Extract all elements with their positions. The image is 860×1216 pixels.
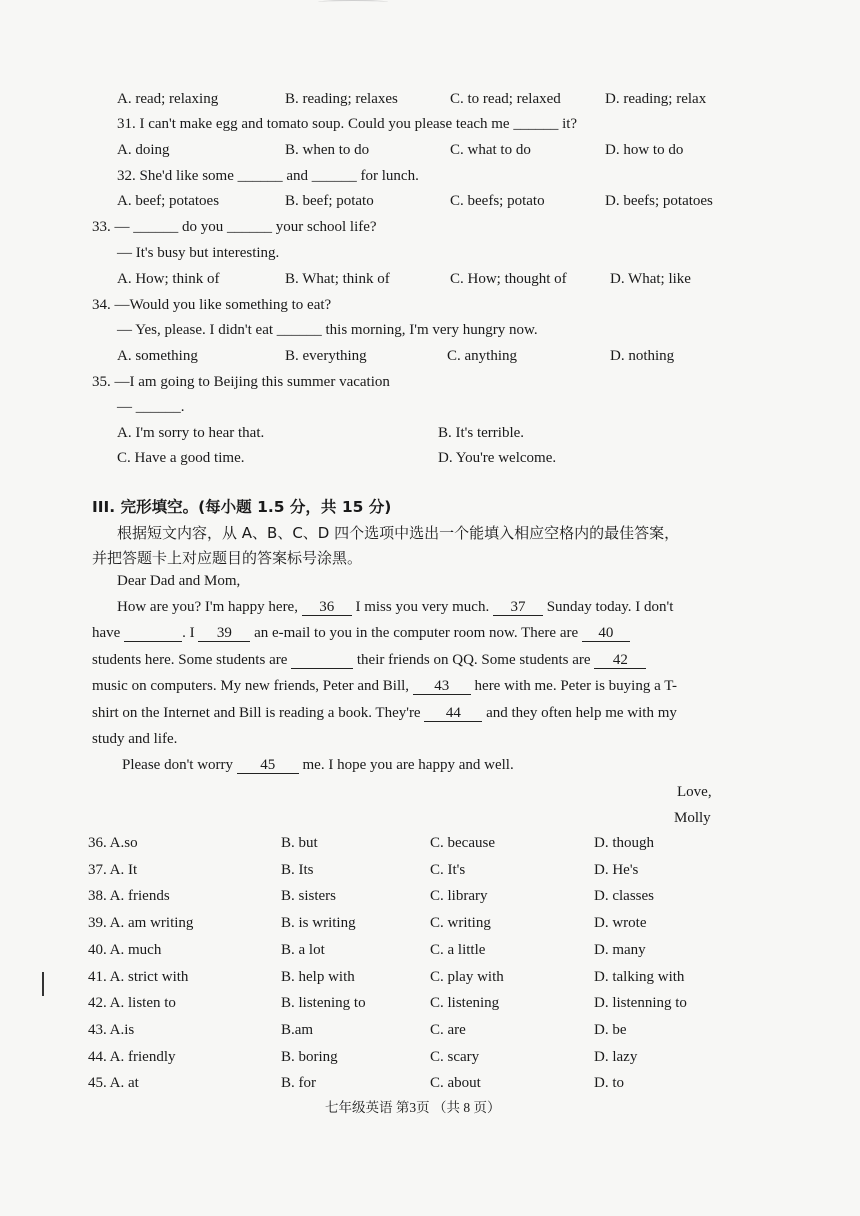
margin-mark — [42, 972, 44, 996]
prev-option-d: D. reading; relax — [605, 91, 707, 107]
cloze-38-option-d: D. classes — [594, 888, 654, 904]
question-35-option-c: C. Have a good time. — [117, 450, 245, 466]
cloze-41-option-d: D. talking with — [594, 969, 685, 985]
question-32-stem: 32. She'd like some ______ and ______ for lunch. — [117, 168, 419, 184]
letter-line-4: music on computers. My new friends, Peter and Bill, 43 here with me. Peter is buying a T- — [92, 678, 677, 694]
cloze-44-option-c: C. scary — [430, 1049, 480, 1065]
cloze-45-option-d: D. to — [594, 1075, 624, 1091]
blank-43: 43 — [413, 679, 471, 695]
letter-line-7: Please don't worry 45 me. I hope you are happy and well. — [122, 757, 514, 773]
cloze-45-option-c: C. about — [430, 1075, 481, 1091]
letter-line-5: shirt on the Internet and Bill is reading a book. They're 44 and they often help me with my — [92, 705, 677, 721]
question-31-option-c: C. what to do — [450, 142, 531, 158]
blank-39: 39 — [198, 626, 250, 642]
cloze-42-option-d: D. listenning to — [594, 995, 687, 1011]
cloze-43-option-b: B.am — [281, 1022, 314, 1038]
letter-line-2: have . I 39 an e-mail to you in the computer room now. There are 40 — [92, 624, 630, 642]
cloze-43-option-c: C. are — [430, 1022, 466, 1038]
blank-42: 42 — [594, 653, 646, 669]
question-33-option-b: B. What; think of — [285, 271, 390, 287]
question-34-stem: 34. —Would you like something to eat? — [92, 297, 332, 313]
question-33-option-a: A. How; think of — [117, 271, 220, 287]
cloze-44-option-a: 44. A. friendly — [88, 1049, 176, 1065]
question-32-option-b: B. beef; potato — [285, 193, 374, 209]
letter-signature: Molly — [674, 810, 711, 826]
cloze-38-option-b: B. sisters — [281, 888, 337, 904]
question-34-option-d: D. nothing — [610, 348, 675, 364]
question-35-option-d: D. You're welcome. — [438, 450, 557, 466]
question-35-stem: 35. —I am going to Beijing this summer vacation — [92, 374, 390, 390]
page-footer: 七年级英语 第3页 （共 8 页） — [325, 1100, 501, 1115]
question-33-reply: — It's busy but interesting. — [117, 245, 280, 261]
cloze-40-option-b: B. a lot — [281, 942, 325, 958]
question-34-option-b: B. everything — [285, 348, 367, 364]
question-35-option-a: A. I'm sorry to hear that. — [117, 425, 265, 441]
cloze-43-option-d: D. be — [594, 1022, 627, 1038]
cloze-42-option-b: B. listening to — [281, 995, 366, 1011]
cloze-40-option-a: 40. A. much — [88, 942, 162, 958]
question-32-option-c: C. beefs; potato — [450, 193, 545, 209]
prev-option-c: C. to read; relaxed — [450, 91, 561, 107]
cloze-36-option-c: C. because — [430, 835, 495, 851]
question-33-option-c: C. How; thought of — [450, 271, 567, 287]
prev-option-a: A. read; relaxing — [117, 91, 219, 107]
cloze-40-option-c: C. a little — [430, 942, 486, 958]
question-33-option-d: D. What; like — [610, 271, 691, 287]
cloze-41-option-a: 41. A. strict with — [88, 969, 189, 985]
question-31-option-d: D. how to do — [605, 142, 684, 158]
cloze-37-option-b: B. Its — [281, 862, 314, 878]
letter-greeting: Dear Dad and Mom, — [117, 573, 241, 589]
cloze-38-option-c: C. library — [430, 888, 488, 904]
cloze-44-option-d: D. lazy — [594, 1049, 638, 1065]
cloze-42-option-a: 42. A. listen to — [88, 995, 176, 1011]
cloze-39-option-b: B. is writing — [281, 915, 356, 931]
question-35-option-b: B. It's terrible. — [438, 425, 525, 441]
cloze-45-option-a: 45. A. at — [88, 1075, 139, 1091]
question-32-option-d: D. beefs; potatoes — [605, 193, 713, 209]
cloze-44-option-b: B. boring — [281, 1049, 338, 1065]
cloze-41-option-c: C. play with — [430, 969, 504, 985]
blank-44: 44 — [424, 706, 482, 722]
cloze-38-option-a: 38. A. friends — [88, 888, 170, 904]
scan-artifact — [318, 0, 388, 4]
question-35-reply: — ______. — [117, 399, 185, 415]
cloze-41-option-b: B. help with — [281, 969, 355, 985]
cloze-40-option-d: D. many — [594, 942, 646, 958]
question-31-option-a: A. doing — [117, 142, 170, 158]
cloze-36-option-b: B. but — [281, 835, 318, 851]
question-32-option-a: A. beef; potatoes — [117, 193, 220, 209]
section-3-instruction-cont: 并把答题卡上对应题目的答案标号涂黑。 — [92, 549, 363, 567]
blank-37: 37 — [493, 600, 543, 616]
blank-36: 36 — [302, 600, 352, 616]
cloze-39-option-d: D. wrote — [594, 915, 647, 931]
cloze-36-option-a: 36. A.so — [88, 835, 138, 851]
section-3-title: III. 完形填空。(每小题 1.5 分，共 15 分) — [92, 498, 392, 516]
cloze-37-option-d: D. He's — [594, 862, 639, 878]
letter-closing: Love, — [677, 784, 712, 800]
question-31-stem: 31. I can't make egg and tomato soup. Could you please teach me ______ it? — [117, 116, 578, 132]
blank-40: 40 — [582, 626, 630, 642]
question-34-reply: — Yes, please. I didn't eat ______ this morning, I'm very hungry now. — [117, 322, 538, 338]
cloze-37-option-a: 37. A. It — [88, 862, 138, 878]
letter-line-3: students here. Some students are their friends on QQ. Some students are 42 — [92, 651, 646, 669]
cloze-45-option-b: B. for — [281, 1075, 316, 1091]
letter-line-1: How are you? I'm happy here, 36 I miss you very much. 37 Sunday today. I don't — [117, 599, 674, 615]
section-3-instruction: 根据短文内容，从 A、B、C、D 四个选项中选出一个能填入相应空格内的最佳答案， — [117, 524, 680, 542]
prev-option-b: B. reading; relaxes — [285, 91, 398, 107]
cloze-36-option-d: D. though — [594, 835, 654, 851]
question-34-option-a: A. something — [117, 348, 198, 364]
cloze-43-option-a: 43. A.is — [88, 1022, 135, 1038]
cloze-37-option-c: C. It's — [430, 862, 466, 878]
cloze-39-option-a: 39. A. am writing — [88, 915, 194, 931]
question-34-option-c: C. anything — [447, 348, 517, 364]
cloze-39-option-c: C. writing — [430, 915, 491, 931]
question-31-option-b: B. when to do — [285, 142, 370, 158]
blank-38 — [124, 626, 182, 642]
blank-45: 45 — [237, 758, 299, 774]
letter-line-6: study and life. — [92, 731, 178, 747]
question-33-stem: 33. — ______ do you ______ your school life? — [92, 219, 377, 235]
blank-41 — [291, 653, 353, 669]
cloze-42-option-c: C. listening — [430, 995, 500, 1011]
